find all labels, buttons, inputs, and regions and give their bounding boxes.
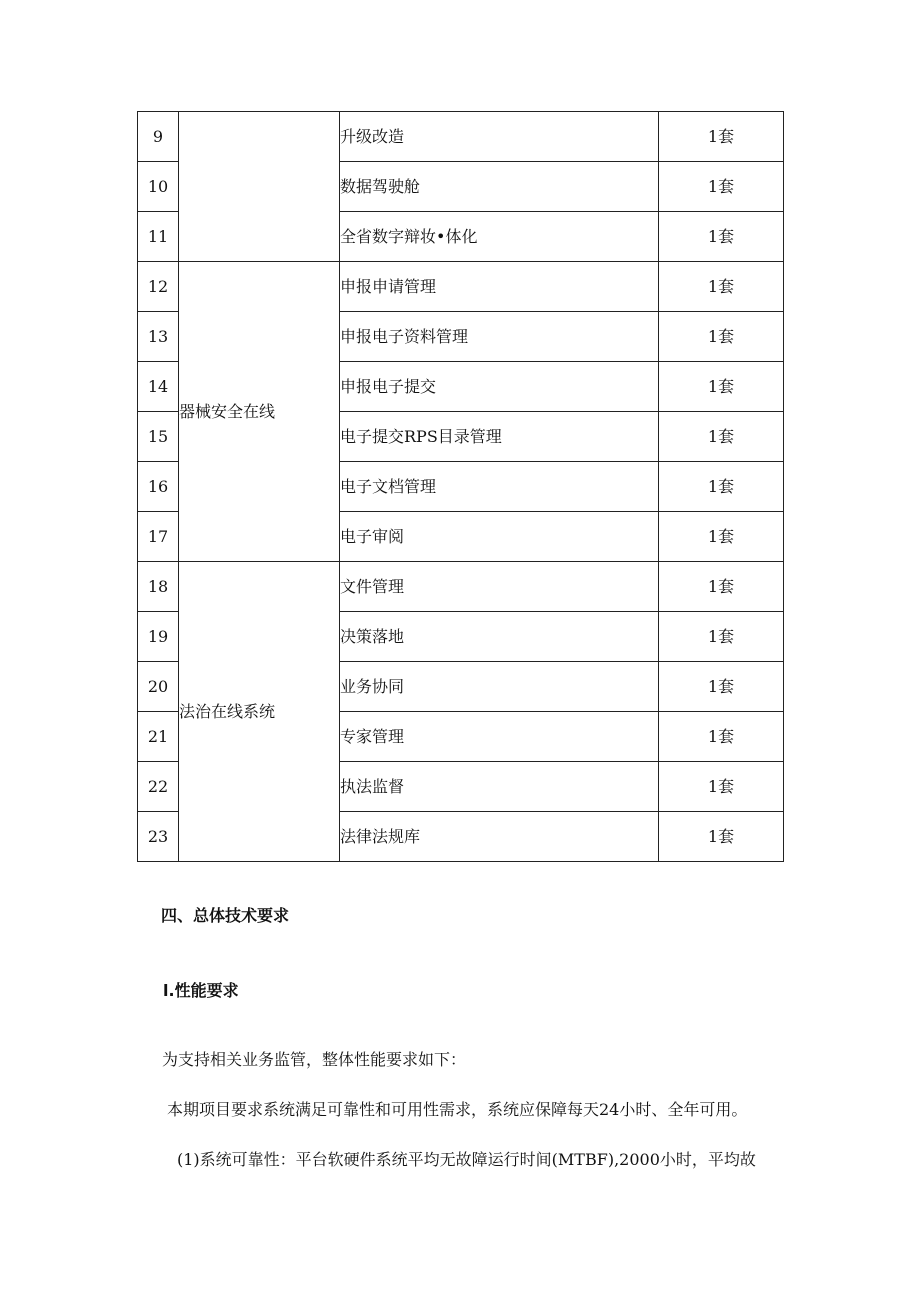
row-number: 16 xyxy=(138,462,179,512)
item-name: 文件管理 xyxy=(340,562,659,612)
row-number: 10 xyxy=(138,162,179,212)
item-name: 数据驾驶舱 xyxy=(340,162,659,212)
item-quantity: 1套 xyxy=(659,412,784,462)
item-quantity: 1套 xyxy=(659,362,784,412)
item-name: 电子审阅 xyxy=(340,512,659,562)
item-name: 申报申请管理 xyxy=(340,262,659,312)
item-name: 电子提交RPS目录管理 xyxy=(340,412,659,462)
item-name: 升级改造 xyxy=(340,112,659,162)
paragraph-3: (1)系统可靠性：平台软硬件系统平均无故障运行时间(MTBF),2000小时，平均故 xyxy=(177,1150,756,1169)
group-cell xyxy=(179,112,340,262)
item-name: 业务协同 xyxy=(340,662,659,712)
table-row xyxy=(138,562,784,612)
item-name: 全省数字辩妆•体化 xyxy=(340,212,659,262)
item-quantity: 1套 xyxy=(659,112,784,162)
row-number: 11 xyxy=(138,212,179,262)
item-quantity: 1套 xyxy=(659,662,784,712)
items-table xyxy=(137,111,784,862)
item-quantity: 1套 xyxy=(659,712,784,762)
row-number: 23 xyxy=(138,812,179,862)
row-number: 12 xyxy=(138,262,179,312)
item-quantity: 1套 xyxy=(659,762,784,812)
row-number: 21 xyxy=(138,712,179,762)
item-quantity: 1套 xyxy=(659,212,784,262)
sub-heading: l.性能要求 xyxy=(163,981,239,1000)
row-number: 19 xyxy=(138,612,179,662)
item-name: 法律法规库 xyxy=(340,812,659,862)
row-number: 20 xyxy=(138,662,179,712)
item-quantity: 1套 xyxy=(659,462,784,512)
item-name: 执法监督 xyxy=(340,762,659,812)
row-number: 22 xyxy=(138,762,179,812)
item-name: 申报电子提交 xyxy=(340,362,659,412)
row-number: 9 xyxy=(138,112,179,162)
table-row xyxy=(138,112,784,162)
item-name: 专家管理 xyxy=(340,712,659,762)
item-quantity: 1套 xyxy=(659,162,784,212)
item-quantity: 1套 xyxy=(659,562,784,612)
section-heading: 四、总体技术要求 xyxy=(161,906,290,925)
table-row xyxy=(138,262,784,312)
group-cell-device-safety: 器械安全在线 xyxy=(179,262,340,562)
group-cell-rule-of-law: 法治在线系统 xyxy=(179,562,340,862)
paragraph-1: 为支持相关业务监管，整体性能要求如下： xyxy=(162,1050,467,1069)
item-quantity: 1套 xyxy=(659,812,784,862)
row-number: 15 xyxy=(138,412,179,462)
item-quantity: 1套 xyxy=(659,612,784,662)
paragraph-2: 本期项目要求系统满足可靠性和可用性需求，系统应保障每天24小时、全年可用。 xyxy=(167,1100,748,1119)
item-quantity: 1套 xyxy=(659,262,784,312)
item-quantity: 1套 xyxy=(659,312,784,362)
item-name: 申报电子资料管理 xyxy=(340,312,659,362)
row-number: 14 xyxy=(138,362,179,412)
item-name: 电子文档管理 xyxy=(340,462,659,512)
row-number: 17 xyxy=(138,512,179,562)
item-quantity: 1套 xyxy=(659,512,784,562)
row-number: 18 xyxy=(138,562,179,612)
item-name: 决策落地 xyxy=(340,612,659,662)
row-number: 13 xyxy=(138,312,179,362)
